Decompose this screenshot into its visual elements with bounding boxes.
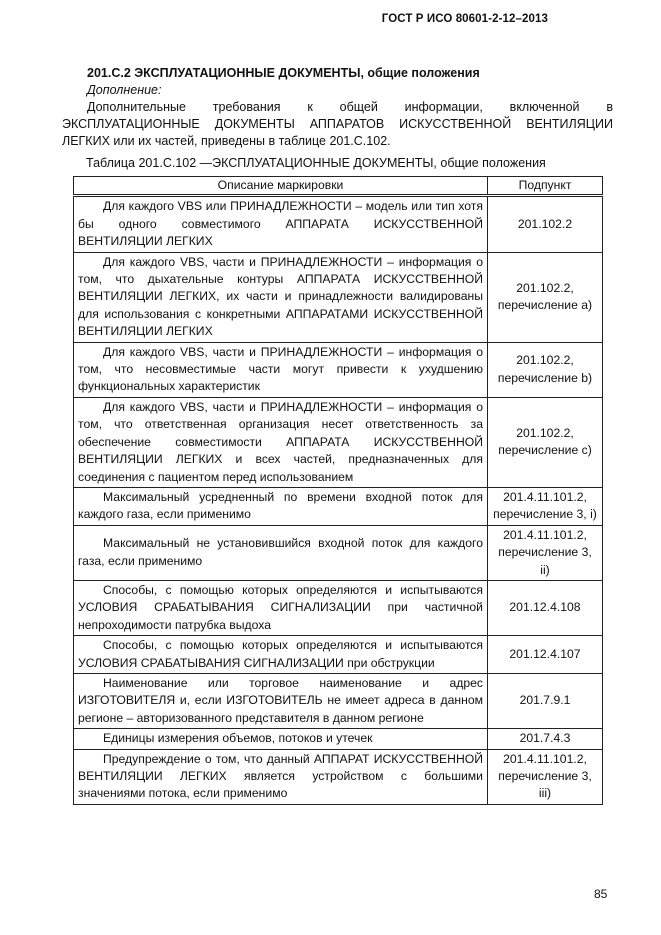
row-description: Для каждого VBS или ПРИНАДЛЕЖНОСТИ – модель или тип хотя бы одного совместимого АППАРАТА ИСКУССТВЕННОЙ ВЕНТИЛЯЦИИ ЛЕГКИХ <box>74 196 488 252</box>
section-number: 201.C.2 <box>87 66 131 80</box>
row-subclause: 201.12.4.108 <box>488 580 603 635</box>
table-row <box>74 252 603 342</box>
row-subclause: 201.102.2, перечисление c) <box>488 397 603 487</box>
page-number: 85 <box>594 887 608 901</box>
row-description: Предупреждение о том, что данный АППАРАТ ИСКУССТВЕННОЙ ВЕНТИЛЯЦИИ ЛЕГКИХ является устройством с большими значениями потока, если применимо <box>74 749 488 804</box>
section-title-rest: общие положения <box>367 66 480 80</box>
row-subclause: 201.12.4.107 <box>488 636 603 674</box>
row-description: Единицы измерения объемов, потоков и утечек <box>74 729 488 749</box>
table-row <box>74 673 603 728</box>
table-row <box>74 196 603 252</box>
row-description: Для каждого VBS, части и ПРИНАДЛЕЖНОСТИ – информация о том, что несовместимые части могут привести к ухудшению функциональных характеристик <box>74 342 488 397</box>
row-description: Наименование или торговое наименование и адрес ИЗГОТОВИТЕЛЯ и, если ИЗГОТОВИТЕЛЬ не имеет адреса в данном регионе – авторизованного представителя в данном регионе <box>74 673 488 728</box>
addition-label: Дополнение: <box>87 83 162 97</box>
row-description: Способы, с помощью которых определяются и испытываются УСЛОВИЯ СРАБАТЫВАНИЯ СИГНАЛИЗАЦИИ при частичной непроходимости патрубка выдоха <box>74 580 488 635</box>
row-subclause: 201.4.11.101.2, перечисление 3, ii) <box>488 525 603 580</box>
column-header-subclause: Подпункт <box>488 177 603 196</box>
column-header-description: Описание маркировки <box>74 177 488 196</box>
table-row <box>74 749 603 804</box>
section-title-caps: ЭКСПЛУАТАЦИОННЫЕ ДОКУМЕНТЫ, <box>134 66 364 80</box>
table-caption: Таблица 201.C.102 —ЭКСПЛУАТАЦИОННЫЕ ДОКУМЕНТЫ, общие положения <box>86 156 546 170</box>
table-row <box>74 729 603 749</box>
table-row <box>74 580 603 635</box>
row-description: Максимальный не установившийся входной поток для каждого газа, если применимо <box>74 525 488 580</box>
row-description: Максимальный усредненный по времени входной поток для каждого газа, если применимо <box>74 487 488 525</box>
document-header: ГОСТ Р ИСО 80601-2-12–2013 <box>381 13 548 25</box>
row-subclause: 201.102.2, перечисление a) <box>488 252 603 342</box>
marking-table <box>73 176 603 805</box>
row-subclause: 201.4.11.101.2, перечисление 3, iii) <box>488 749 603 804</box>
row-subclause: 201.7.4.3 <box>488 729 603 749</box>
table-row <box>74 342 603 397</box>
table-header-row <box>74 177 603 196</box>
row-subclause: 201.102.2 <box>488 196 603 252</box>
row-description: Для каждого VBS, части и ПРИНАДЛЕЖНОСТИ – информация о том, что ответственная организация несет ответственность за обеспечение совместимости АППАРАТА ИСКУССТВЕННОЙ ВЕНТИЛЯЦИИ ЛЕГКИХ и всех частей, предназначенных для соединения с пациентом перед использованием <box>74 397 488 487</box>
intro-paragraph: Дополнительные требования к общей информации, включенной в ЭКСПЛУАТАЦИОННЫЕ ДОКУМЕНТЫ АППАРАТОВ ИСКУССТВЕННОЙ ВЕНТИЛЯЦИИ ЛЕГКИХ или их частей, приведены в таблице 201.C.102. <box>62 100 613 148</box>
row-description: Способы, с помощью которых определяются и испытываются УСЛОВИЯ СРАБАТЫВАНИЯ СИГНАЛИЗАЦИИ при обструкции <box>74 636 488 674</box>
table-row <box>74 525 603 580</box>
row-subclause: 201.102.2, перечисление b) <box>488 342 603 397</box>
row-subclause: 201.7.9.1 <box>488 673 603 728</box>
table-row <box>74 636 603 674</box>
row-description: Для каждого VBS, части и ПРИНАДЛЕЖНОСТИ – информация о том, что дыхательные контуры АППАРАТА ИСКУССТВЕННОЙ ВЕНТИЛЯЦИИ ЛЕГКИХ, их части и принадлежности валидированы для использования с конкретными АППАРАТАМИ ИСКУССТВЕННОЙ ВЕНТИЛЯЦИИ ЛЕГКИХ <box>74 252 488 342</box>
table-row <box>74 397 603 487</box>
table-row <box>74 487 603 525</box>
section-title <box>87 66 480 80</box>
row-subclause: 201.4.11.101.2, перечисление 3, i) <box>488 487 603 525</box>
